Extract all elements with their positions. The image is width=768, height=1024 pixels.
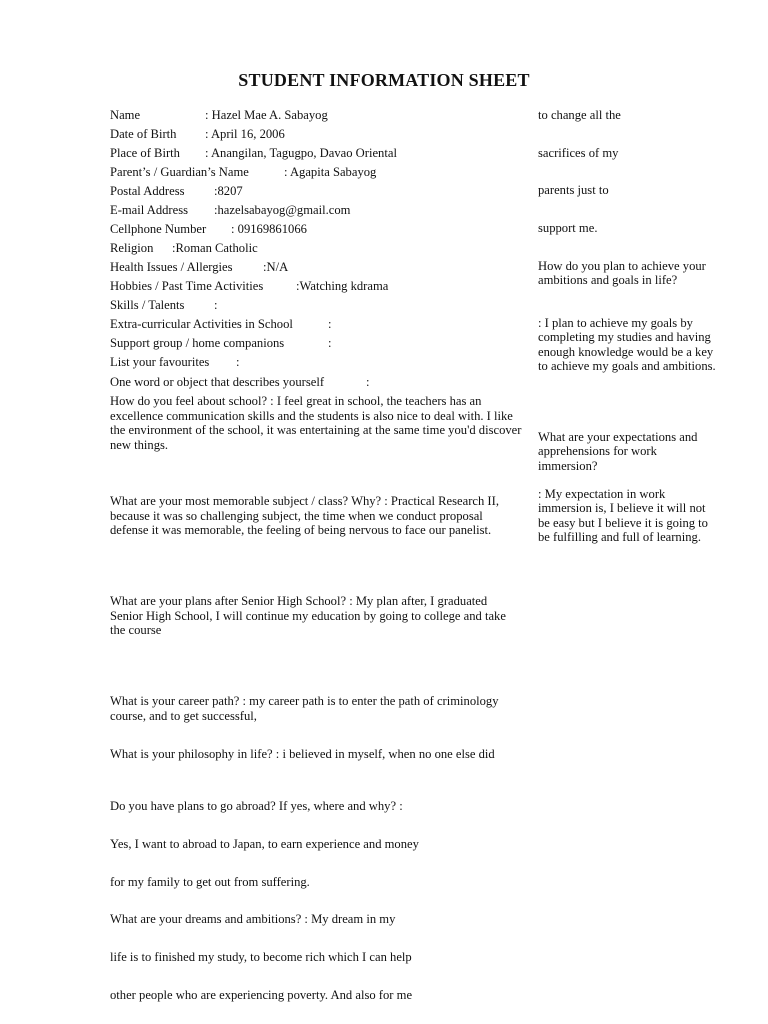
field-label: Hobbies / Past Time Activities [110, 279, 264, 293]
field-value: : [328, 336, 332, 350]
field-value: : [214, 298, 218, 312]
field-value: : April 16, 2006 [205, 127, 285, 141]
answer-dreams-line: other people who are experiencing poverty. And also for me [110, 988, 413, 1002]
field-cellphone [110, 222, 307, 237]
field-value: :Roman Catholic [172, 241, 258, 255]
answer-philosophy: What is your philosophy in life? : i believed in myself, when no one else did [110, 747, 495, 761]
field-value: : [328, 317, 332, 331]
field-extracurricular [110, 317, 332, 332]
field-pob [110, 146, 397, 161]
answer-abroad-line: Yes, I want to abroad to Japan, to earn experience and money [110, 837, 419, 851]
field-value: : Anangilan, Tagugpo, Davao Oriental [205, 146, 397, 160]
ambition-question: How do you plan to achieve your ambitions and goals in life? [538, 259, 706, 288]
field-dob [110, 127, 285, 142]
field-label: Health Issues / Allergies [110, 260, 233, 274]
field-guardian [110, 165, 376, 180]
field-label: Cellphone Number [110, 222, 207, 236]
answer-plans-after-shs: What are your plans after Senior High School? : My plan after, I graduated Senior High School, I will continue my education by going to college and take the course [110, 594, 506, 637]
field-value: : [236, 355, 240, 369]
right-column-line: parents just to [538, 183, 609, 197]
right-column-line: sacrifices of my [538, 146, 619, 160]
field-label: Place of Birth [110, 146, 180, 160]
field-label: Parent’s / Guardian’s Name [110, 165, 249, 179]
field-value: :8207 [214, 184, 243, 198]
answer-dreams-line: What are your dreams and ambitions? : My dream in my [110, 912, 396, 926]
field-health [110, 260, 288, 275]
field-postal [110, 184, 243, 199]
field-label: Skills / Talents [110, 298, 185, 312]
field-value: : Hazel Mae A. Sabayog [205, 108, 328, 122]
field-label: Date of Birth [110, 127, 177, 141]
answer-memorable-subject: What are your most memorable subject / class? Why? : Practical Research II, because it was so challenging subject, the time when we conduct proposal defense it was memorable, the feeling of being nervous to face our panelist. [110, 494, 499, 537]
immersion-answer: : My expectation in work immersion is, I believe it will not be easy but I believe it is going to be fulfilling and full of learning. [538, 487, 708, 544]
field-value: : Agapita Sabayog [284, 165, 377, 179]
right-column-line: to change all the [538, 108, 621, 122]
field-value: : 09169861066 [231, 222, 307, 236]
answer-dreams-line: life is to finished my study, to become rich which I can help [110, 950, 412, 964]
page-title: STUDENT INFORMATION SHEET [238, 70, 530, 90]
field-value: : [366, 375, 370, 389]
answer-school-feel: How do you feel about school? : I feel great in school, the teachers has an excellence communication skills and the students is also nice to deal with. I like the environment of the school, it was entertaining at the same time you'd discover new things. [110, 394, 522, 452]
field-value: :N/A [263, 260, 289, 274]
field-value: :hazelsabayog@gmail.com [214, 203, 351, 217]
field-name [110, 108, 328, 123]
field-label: Religion [110, 241, 154, 255]
answer-career-path: What is your career path? : my career path is to enter the path of criminology course, and to get successful, [110, 694, 499, 723]
field-label: List your favourites [110, 355, 210, 369]
field-skills [110, 298, 218, 313]
field-label: One word or object that describes yourself [110, 375, 325, 389]
field-label: Postal Address [110, 184, 185, 198]
field-value: :Watching kdrama [296, 279, 389, 293]
field-one-word [110, 375, 370, 390]
field-label: Extra-curricular Activities in School [110, 317, 293, 331]
field-favourites [110, 355, 240, 370]
field-religion [110, 241, 258, 256]
field-email [110, 203, 350, 218]
field-support-group [110, 336, 332, 351]
field-label: Support group / home companions [110, 336, 285, 350]
field-hobbies [110, 279, 388, 294]
field-label: E-mail Address [110, 203, 188, 217]
answer-abroad-line: for my family to get out from suffering. [110, 875, 310, 889]
right-column-line: support me. [538, 221, 598, 235]
ambition-answer: : I plan to achieve my goals by completing my studies and having enough knowledge would be a key to achieve my goals and ambitions. [538, 316, 716, 373]
field-label: Name [110, 108, 141, 122]
answer-abroad-question: Do you have plans to go abroad? If yes, where and why? : [110, 799, 403, 813]
immersion-question: What are your expectations and apprehensions for work immersion? [538, 430, 698, 473]
